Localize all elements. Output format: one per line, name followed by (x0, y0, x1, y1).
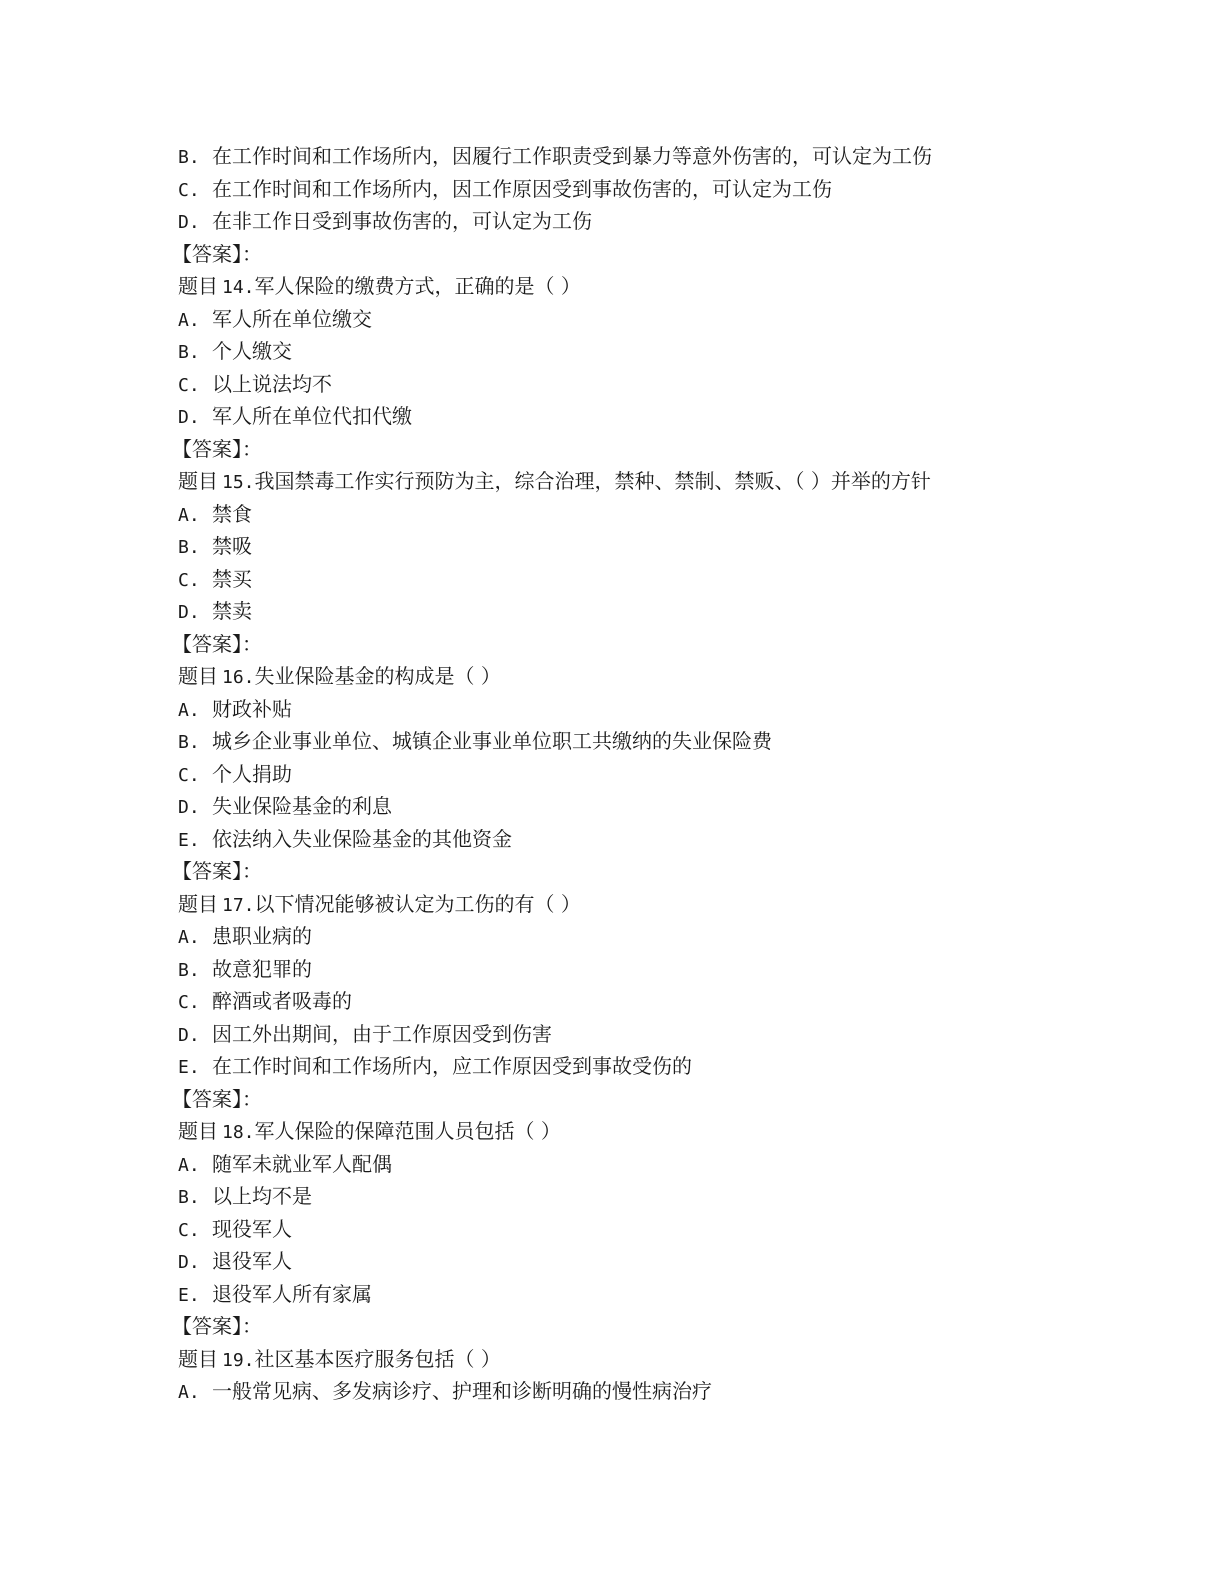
option-letter: C. (178, 764, 200, 786)
option-line (178, 498, 1078, 531)
option-text: 在非工作日受到事故伤害的，可认定为工伤 (212, 209, 592, 233)
option-text: 禁买 (212, 566, 252, 591)
option-text: 个人缴交 (212, 339, 292, 363)
question-prefix: 题目 (178, 1346, 218, 1371)
option-text: 城乡企业事业单位、城镇企业事业单位职工共缴纳的失业保险费 (212, 729, 772, 753)
question-prefix: 题目 (178, 891, 218, 916)
option-line (178, 693, 1078, 726)
option-line (178, 1245, 1078, 1278)
question-text: 我国禁毒工作实行预防为主，综合治理，禁种、禁制、禁贩、（ ）并举的方针 (254, 469, 931, 493)
option-line (178, 920, 1078, 953)
option-line (178, 1050, 1078, 1083)
option-line (178, 758, 1078, 791)
answer-label: 【答案】： (172, 859, 262, 883)
option-line (178, 1213, 1078, 1246)
option-letter: B. (178, 732, 200, 753)
option-text: 依法纳入失业保险基金的其他资金 (212, 826, 512, 851)
option-text: 禁卖 (212, 599, 252, 623)
option-letter: D. (178, 212, 200, 233)
question-number: 15. (222, 472, 255, 493)
option-letter: C. (178, 179, 200, 201)
option-text: 在工作时间和工作场所内，应工作原因受到事故受伤的 (212, 1054, 692, 1078)
document-page (172, 140, 1078, 1408)
question-text: 失业保险基金的构成是（ ） (254, 664, 501, 688)
option-text: 醉酒或者吸毒的 (212, 989, 352, 1013)
option-letter: A. (178, 699, 200, 721)
question-prefix: 题目 (178, 469, 218, 493)
option-letter: B. (178, 959, 200, 981)
option-letter: B. (178, 147, 200, 168)
option-line (178, 823, 1078, 856)
option-text: 财政补贴 (212, 696, 292, 721)
option-text: 失业保险基金的利息 (212, 794, 392, 818)
option-line (178, 953, 1078, 986)
question-title (178, 1115, 1078, 1148)
option-text: 患职业病的 (212, 924, 312, 948)
option-text: 个人捐助 (212, 761, 292, 786)
question-title (178, 270, 1078, 303)
question-title (178, 1343, 1078, 1376)
option-text: 在工作时间和工作场所内，因工作原因受到事故伤害的，可认定为工伤 (212, 176, 832, 201)
option-text: 一般常见病、多发病诊疗、护理和诊断明确的慢性病治疗 (212, 1379, 712, 1403)
answer-label: 【答案】： (172, 1314, 262, 1338)
option-letter: D. (178, 407, 200, 428)
option-text: 禁食 (212, 501, 252, 526)
option-letter: D. (178, 602, 200, 623)
option-letter: C. (178, 1219, 200, 1241)
question-text: 军人保险的缴费方式，正确的是（ ） (254, 274, 581, 298)
option-line (178, 303, 1078, 336)
question-prefix: 题目 (178, 664, 218, 688)
option-text: 因工外出期间，由于工作原因受到伤害 (212, 1021, 552, 1046)
question-number: 17. (222, 894, 255, 916)
answer-label: 【答案】： (172, 631, 262, 656)
option-letter: A. (178, 927, 200, 948)
option-letter: D. (178, 1252, 200, 1273)
question-number: 16. (222, 667, 255, 688)
question-number: 18. (222, 1122, 255, 1143)
option-text: 以上说法均不 (212, 371, 332, 396)
option-letter: B. (178, 537, 200, 558)
option-text: 军人所在单位代扣代缴 (212, 404, 412, 428)
option-line (178, 1180, 1078, 1213)
option-letter: D. (178, 1024, 200, 1046)
question-title (178, 660, 1078, 693)
option-letter: E. (178, 1057, 200, 1078)
answer-label: 【答案】： (172, 1086, 262, 1111)
question-title (178, 888, 1078, 921)
option-line (178, 1278, 1078, 1311)
option-letter: C. (178, 992, 200, 1013)
option-text: 随军未就业军人配偶 (212, 1151, 392, 1176)
option-line (178, 173, 1078, 206)
option-letter: B. (178, 1187, 200, 1208)
option-line (178, 368, 1078, 401)
option-text: 退役军人 (212, 1249, 292, 1273)
option-line (178, 140, 1078, 173)
option-text: 以上均不是 (212, 1184, 312, 1208)
option-text: 故意犯罪的 (212, 956, 312, 981)
question-prefix: 题目 (178, 1119, 218, 1143)
question-text: 以下情况能够被认定为工伤的有（ ） (254, 891, 581, 916)
option-line (178, 1148, 1078, 1181)
option-line (178, 530, 1078, 563)
option-line (178, 400, 1078, 433)
option-text: 禁吸 (212, 534, 252, 558)
question-number: 19. (222, 1349, 255, 1371)
option-text: 现役军人 (212, 1216, 292, 1241)
option-text: 军人所在单位缴交 (212, 306, 372, 331)
question-prefix: 题目 (178, 274, 218, 298)
option-letter: A. (178, 504, 200, 526)
option-line (178, 563, 1078, 596)
question-text: 社区基本医疗服务包括（ ） (254, 1346, 501, 1371)
option-letter: B. (178, 342, 200, 363)
question-title (178, 465, 1078, 498)
option-line (178, 985, 1078, 1018)
answer-label: 【答案】： (172, 241, 262, 266)
option-letter: A. (178, 1154, 200, 1176)
option-line (178, 335, 1078, 368)
option-text: 在工作时间和工作场所内，因履行工作职责受到暴力等意外伤害的，可认定为工伤 (212, 144, 932, 168)
option-line (178, 725, 1078, 758)
option-line (178, 1018, 1078, 1051)
question-number: 14. (222, 277, 255, 298)
option-line (178, 205, 1078, 238)
option-text: 退役军人所有家属 (212, 1281, 372, 1306)
option-letter: C. (178, 569, 200, 591)
option-letter: A. (178, 1382, 200, 1403)
answer-label: 【答案】： (172, 436, 262, 461)
option-letter: E. (178, 829, 200, 851)
option-letter: D. (178, 797, 200, 818)
option-line (178, 595, 1078, 628)
option-line (178, 1375, 1078, 1408)
question-text: 军人保险的保障范围人员包括（ ） (254, 1119, 561, 1143)
option-letter: A. (178, 309, 200, 331)
option-line (178, 790, 1078, 823)
option-letter: E. (178, 1284, 200, 1306)
option-letter: C. (178, 374, 200, 396)
